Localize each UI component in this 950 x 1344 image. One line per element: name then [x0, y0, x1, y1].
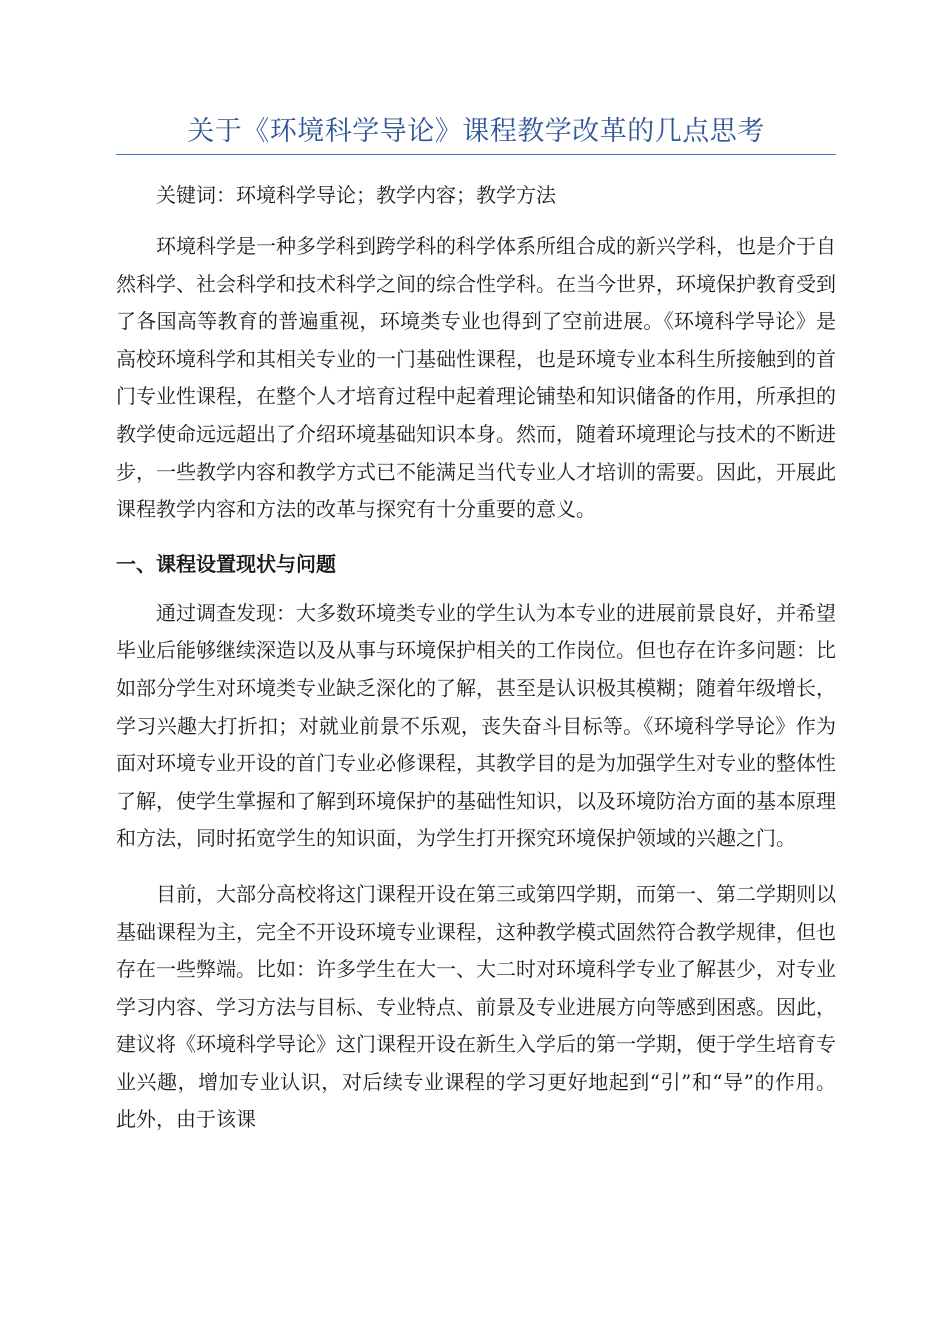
body-paragraph: 环境科学是一种多学科到跨学科的科学体系所组合成的新兴学科，也是介于自然科学、社会科学和技术科学之间的综合性学科。在当今世界，环境保护教育受到了各国高等教育的普遍重视，环境类专业也得到了空前进展。《环境科学导论》是高校环境科学和其相关专业的一门基础性课程，也是环境专业本科生所接触到的首门专业性课程，在整个人才培育过程中起着理论铺垫和知识储备的作用，所承担的教学使命远远超出了介绍环境基础知识本身。然而，随着环境理论与技术的不断进步，一些教学内容和教学方式已不能满足当代专业人才培训的需要。因此，开展此课程教学内容和方法的改革与探究有十分重要的意义。 — [116, 234, 836, 522]
keywords-line: 关键词：环境科学导论；教学内容；教学方法 — [156, 183, 556, 207]
body-paragraph: 通过调查发现：大多数环境类专业的学生认为本专业的进展前景良好，并希望毕业后能够继续深造以及从事与环境保护相关的工作岗位。但也存在许多问题：比如部分学生对环境类专业缺乏深化的了解，甚至是认识极其模糊；随着年级增长，学习兴趣大打折扣；对就业前景不乐观，丧失奋斗目标等。《环境科学导论》作为面对环境专业开设的首门专业必修课程，其教学目的是为加强学生对专业的整体性了解，使学生掌握和了解到环境保护的基础性知识，以及环境防治方面的基本原理和方法，同时拓宽学生的知识面，为学生打开探究环境保护领域的兴趣之门。 — [116, 600, 836, 851]
section-heading: 一、课程设置现状与问题 — [116, 551, 336, 576]
body-paragraph: 目前，大部分高校将这门课程开设在第三或第四学期，而第一、第二学期则以基础课程为主，完全不开设环境专业课程，这种教学模式固然符合教学规律，但也存在一些弊端。比如：许多学生在大一、大二时对环境科学专业了解甚少，对专业学习内容、学习方法与目标、专业特点、前景及专业进展方向等感到困惑。因此，建议将《环境科学导论》这门课程开设在新生入学后的第一学期，便于学生培育专业兴趣，增加专业认识，对后续专业课程的学习更好地起到“引”和“导”的作用。此外，由于该课 — [116, 881, 836, 1132]
document-title: 关于《环境科学导论》课程教学改革的几点思考 — [116, 112, 836, 155]
document-page — [116, 112, 836, 1139]
